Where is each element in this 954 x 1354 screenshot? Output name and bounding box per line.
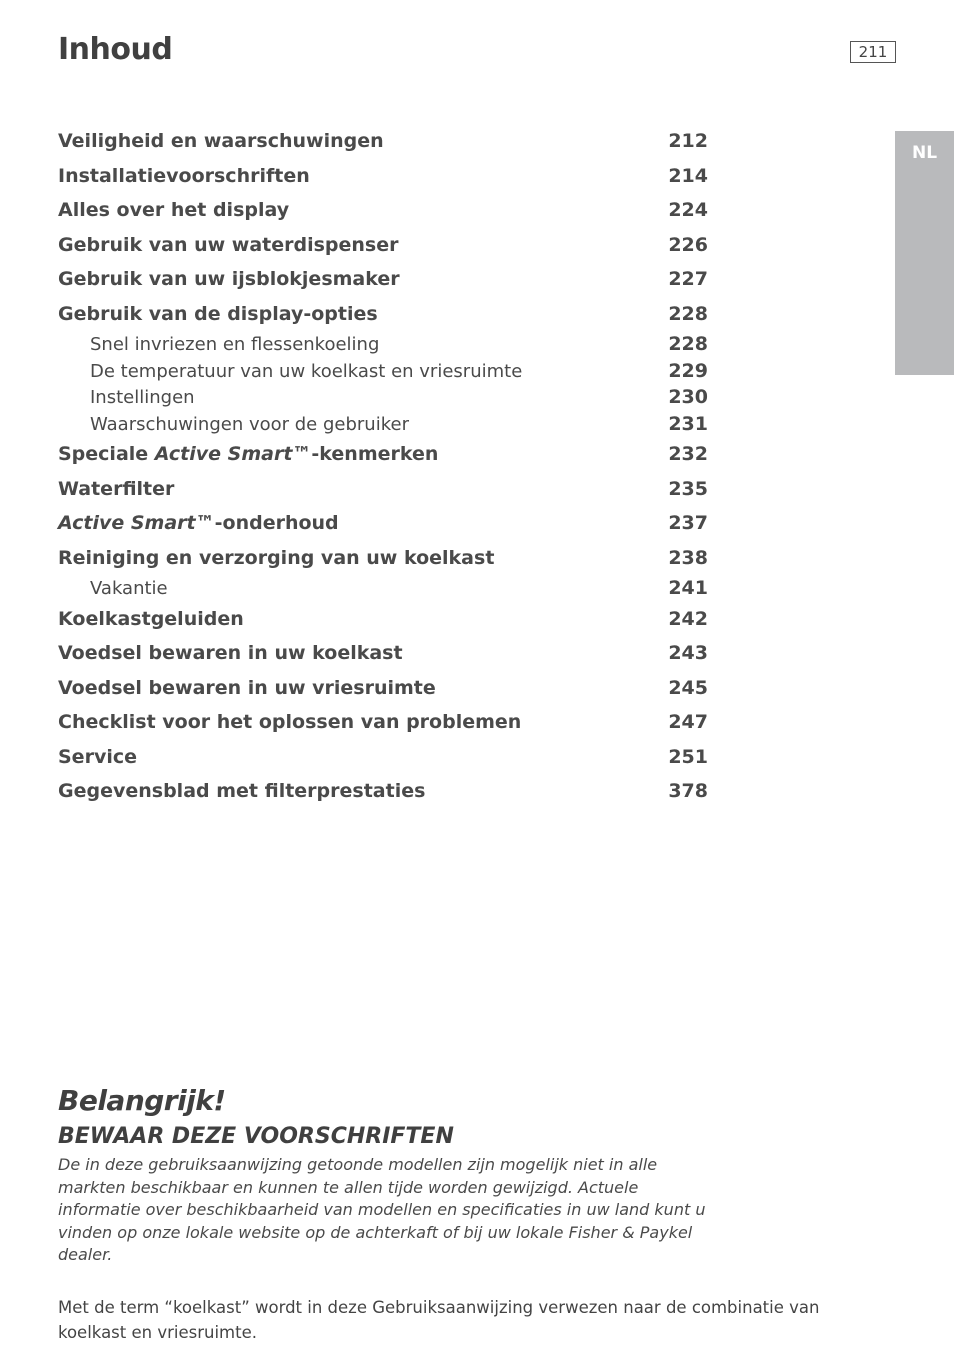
toc-entry-page: 238	[668, 546, 708, 569]
toc-entry-label: Veiligheid en waarschuwingen	[58, 130, 384, 152]
toc-entry-page: 237	[668, 512, 708, 534]
toc-entry-label: Checklist voor het oplossen van problemen	[58, 711, 522, 733]
toc-entry-label: Waarschuwingen voor de gebruiker	[90, 413, 409, 435]
language-tab	[895, 131, 954, 375]
page-number: 211	[850, 41, 896, 63]
toc-entry-page: 247	[668, 711, 708, 733]
toc-entry[interactable]	[58, 506, 708, 541]
toc-entry-label: Gebruik van uw ijsblokjesmaker	[58, 268, 400, 290]
toc-entry-label: De temperatuur van uw koelkast en vriesruimte	[90, 360, 523, 382]
language-tab-label: NL	[911, 143, 938, 163]
toc-entry[interactable]	[58, 472, 708, 507]
toc-entry-page: 224	[668, 199, 708, 221]
important-subtitle: BEWAAR DEZE VOORSCHRIFTEN	[58, 1124, 454, 1149]
toc-entry-label-brand: Active Smart	[154, 443, 293, 465]
toc-subentry[interactable]	[58, 384, 708, 411]
toc-entry-page: 212	[668, 130, 708, 152]
toc-entry-label: Vakantie	[90, 578, 168, 599]
toc-subentry[interactable]	[58, 331, 708, 358]
toc-entry-page: 245	[668, 676, 708, 699]
toc-entry-page: 378	[668, 780, 708, 802]
toc-entry-label-brand: Active Smart	[58, 512, 196, 534]
toc-entry-page: 251	[668, 745, 708, 768]
toc-entry[interactable]	[58, 602, 708, 637]
important-notice	[58, 1082, 888, 1345]
toc-entry[interactable]	[58, 636, 708, 671]
toc-entry-label: Gebruik van de display-opties	[58, 302, 378, 325]
toc-entry-label-suffix: ™-kenmerken	[292, 443, 439, 465]
table-of-contents	[58, 124, 708, 809]
important-body: De in deze gebruiksaanwijzing getoonde modellen zijn mogelijk niet in alle markten beschikbaar en kunnen te allen tijde worden gewijzigd. Actuele informatie over beschikbaarheid van modellen en specificaties in uw land kunt u vinden op onze lokale website op de achterkaft of bij uw lokale Fisher & Paykel dealer.	[58, 1155, 706, 1264]
toc-entry[interactable]	[58, 740, 708, 775]
toc-entry[interactable]	[58, 671, 708, 706]
toc-entry-label: Gegevensblad met filterprestaties	[58, 780, 426, 802]
toc-entry-label: Gebruik van uw waterdispenser	[58, 233, 399, 256]
toc-entry[interactable]	[58, 228, 708, 263]
toc-entry-label: Voedsel bewaren in uw vriesruimte	[58, 676, 436, 699]
toc-entry[interactable]	[58, 124, 708, 159]
toc-subentry[interactable]	[58, 411, 708, 438]
toc-entry-page: 227	[668, 268, 708, 290]
toc-entry-page: 228	[668, 333, 708, 355]
toc-entry-label: Voedsel bewaren in uw koelkast	[58, 642, 403, 664]
toc-entry-page: 214	[668, 164, 708, 187]
toc-entry-page: 243	[668, 642, 708, 664]
page-title: Inhoud	[58, 32, 173, 67]
toc-entry-label: Waterfilter	[58, 477, 175, 500]
toc-entry-label: Installatievoorschriften	[58, 164, 310, 187]
toc-entry-label: Koelkastgeluiden	[58, 607, 244, 630]
toc-entry-label: Instellingen	[90, 387, 195, 408]
toc-entry-page: 241	[668, 577, 708, 599]
toc-entry[interactable]	[58, 193, 708, 228]
toc-entry-page: 226	[668, 233, 708, 256]
toc-entry[interactable]	[58, 262, 708, 297]
toc-entry-label	[58, 437, 438, 472]
toc-entry[interactable]	[58, 159, 708, 194]
toc-entry-label-prefix: Speciale	[58, 443, 155, 465]
toc-entry[interactable]	[58, 297, 708, 332]
toc-entry[interactable]	[58, 774, 708, 809]
toc-entry-label	[58, 506, 339, 541]
toc-entry-page: 235	[668, 477, 708, 500]
toc-entry-page: 232	[668, 443, 708, 465]
toc-entry-page: 242	[668, 607, 708, 630]
toc-entry-label: Service	[58, 745, 137, 768]
toc-entry-label: Snel invriezen en flessenkoeling	[90, 334, 380, 355]
toc-entry-label: Reiniging en verzorging van uw koelkast	[58, 546, 495, 569]
toc-entry-page: 228	[668, 302, 708, 325]
toc-entry-page: 231	[668, 412, 708, 435]
toc-entry-label: Alles over het display	[58, 199, 290, 221]
terminology-note: Met de term “koelkast” wordt in deze Gebruiksaanwijzing verwezen naar de combinatie van koelkast en vriesruimte.	[58, 1297, 820, 1342]
toc-entry[interactable]	[58, 541, 708, 576]
toc-entry[interactable]	[58, 437, 708, 472]
important-title: Belangrijk!	[58, 1084, 226, 1117]
toc-entry-page: 229	[668, 359, 708, 382]
toc-subentry[interactable]	[58, 358, 708, 385]
toc-subentry[interactable]	[58, 575, 708, 602]
toc-entry-page: 230	[668, 386, 708, 408]
toc-entry[interactable]	[58, 705, 708, 740]
toc-entry-label-suffix: ™-onderhoud	[195, 512, 339, 534]
